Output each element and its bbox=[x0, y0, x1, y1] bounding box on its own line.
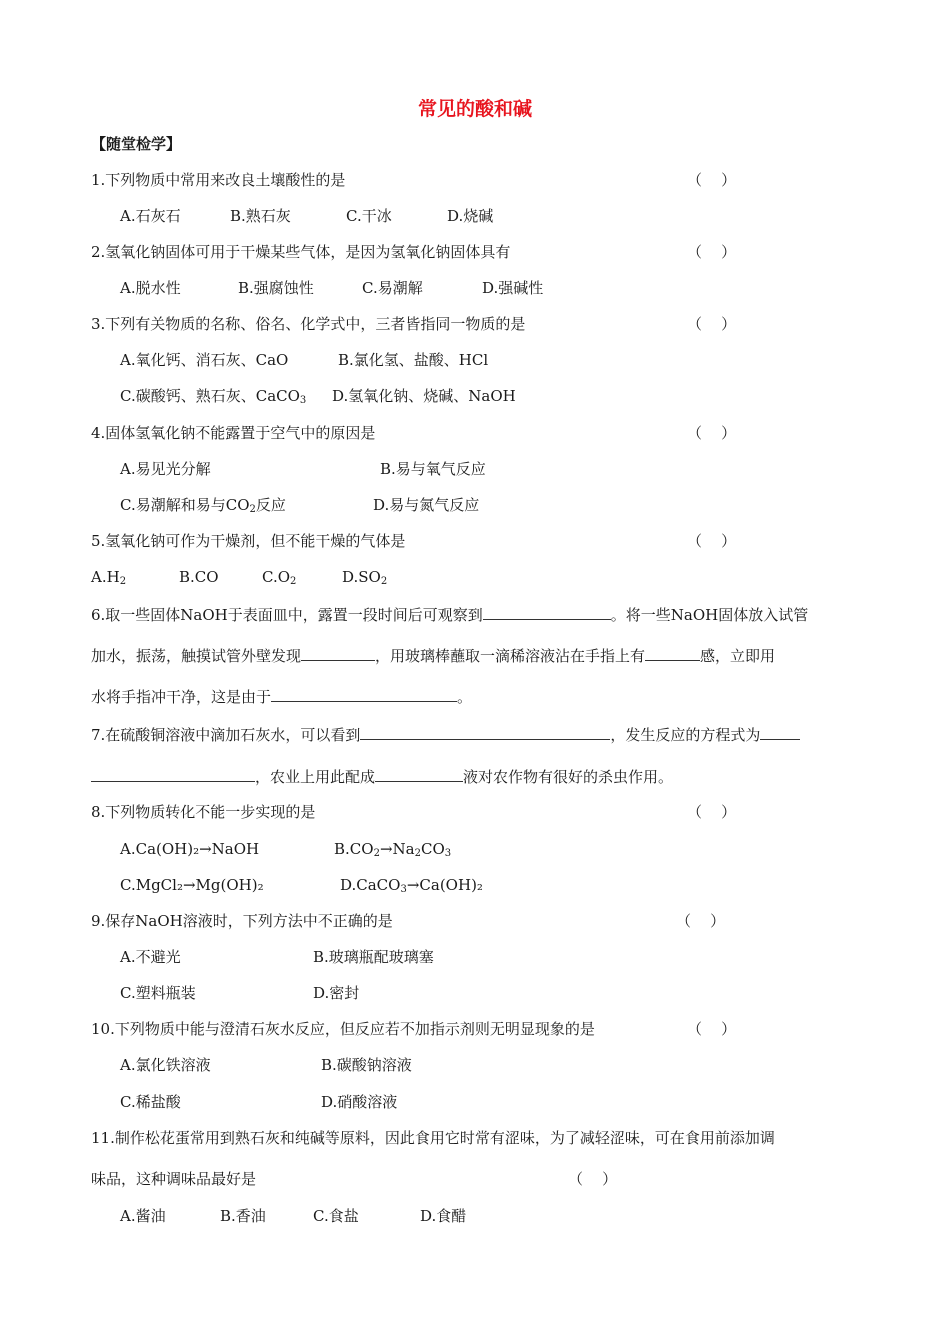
option-text: C.易潮解和易与CO bbox=[120, 496, 250, 514]
question-8-answer-blank[interactable]: （ ） bbox=[687, 803, 737, 821]
option-text: A.H bbox=[91, 568, 120, 586]
question-2-answer-blank[interactable]: （ ） bbox=[687, 243, 737, 261]
fill-blank[interactable] bbox=[271, 686, 457, 702]
question-text: 液对农作物有很好的杀虫作用。 bbox=[463, 768, 674, 786]
option-text: C.O bbox=[262, 568, 291, 586]
question-2-option-b[interactable]: B.强腐蚀性 bbox=[238, 279, 314, 297]
question-text: ，用玻璃棒蘸取一滴稀溶液沾在手指上有 bbox=[375, 647, 646, 665]
question-1-answer-blank[interactable]: （ ） bbox=[687, 171, 737, 189]
question-5-answer-blank[interactable]: （ ） bbox=[687, 532, 737, 550]
question-11-option-d[interactable]: D.食醋 bbox=[420, 1207, 467, 1225]
question-4-option-a[interactable]: A.易见光分解 bbox=[120, 460, 211, 478]
question-2-option-a[interactable]: A.脱水性 bbox=[120, 279, 181, 297]
option-text: D.CaCO bbox=[340, 876, 401, 894]
question-5-option-c[interactable] bbox=[262, 567, 296, 587]
section-heading: 【随堂检学】 bbox=[91, 135, 182, 153]
question-text: 水将手指冲干净，这是由于 bbox=[91, 688, 272, 706]
subscript: 2 bbox=[373, 848, 380, 859]
question-4-option-b[interactable]: B.易与氧气反应 bbox=[380, 460, 486, 478]
option-text: D.SO bbox=[342, 568, 381, 586]
question-10-stem: 10.下列物质中能与澄清石灰水反应，但反应若不加指示剂则无明显现象的是 bbox=[91, 1020, 595, 1038]
subscript: 2 bbox=[414, 848, 421, 859]
subscript: 3 bbox=[444, 848, 452, 859]
question-11-option-b[interactable]: B.香油 bbox=[220, 1207, 266, 1225]
question-1-option-a[interactable]: A.石灰石 bbox=[120, 207, 181, 225]
question-text: 6.取一些固体NaOH于表面皿中，露置一段时间后可观察到 bbox=[91, 606, 483, 624]
option-text: B.CO bbox=[334, 840, 374, 858]
subscript: 2 bbox=[290, 576, 297, 587]
subscript: 3 bbox=[299, 395, 307, 406]
question-11-line-1: 11.制作松花蛋常用到熟石灰和纯碱等原料，因此食用它时常有涩味，为了减轻涩味，可在食用前添加调 bbox=[91, 1129, 775, 1147]
question-9-option-d[interactable]: D.密封 bbox=[313, 984, 360, 1002]
question-9-option-b[interactable]: B.玻璃瓶配玻璃塞 bbox=[313, 948, 434, 966]
question-5-option-b[interactable]: B.CO bbox=[179, 568, 219, 586]
fill-blank[interactable] bbox=[301, 645, 375, 661]
question-text: 。 bbox=[457, 688, 473, 706]
question-6-line-3 bbox=[91, 686, 472, 707]
question-10-answer-blank[interactable]: （ ） bbox=[687, 1020, 737, 1038]
question-2-stem: 2.氢氧化钠固体可用于干燥某些气体，是因为氢氧化钠固体具有 bbox=[91, 243, 511, 261]
question-3-option-a[interactable]: A.氧化钙、消石灰、CaO bbox=[120, 351, 289, 369]
question-text: ，发生反应的方程式为 bbox=[610, 726, 761, 744]
question-11-option-a[interactable]: A.酱油 bbox=[120, 1207, 166, 1225]
question-8-option-d[interactable] bbox=[340, 875, 483, 895]
question-2-option-c[interactable]: C.易潮解 bbox=[362, 279, 423, 297]
question-1-option-b[interactable]: B.熟石灰 bbox=[230, 207, 291, 225]
question-4-stem: 4.固体氢氧化钠不能露置于空气中的原因是 bbox=[91, 424, 376, 442]
option-text: →Ca(OH)₂ bbox=[406, 876, 483, 894]
question-4-option-d[interactable]: D.易与氮气反应 bbox=[373, 496, 480, 514]
subscript: 3 bbox=[400, 884, 407, 895]
option-text: 反应 bbox=[255, 496, 286, 514]
fill-blank[interactable] bbox=[360, 724, 610, 740]
question-11-answer-blank[interactable]: （ ） bbox=[568, 1170, 618, 1188]
question-text: 。将一些NaOH固体放入试管 bbox=[610, 606, 809, 624]
option-text: CO bbox=[420, 840, 445, 858]
question-8-stem: 8.下列物质转化不能一步实现的是 bbox=[91, 803, 316, 821]
question-text: 7.在硫酸铜溶液中滴加石灰水，可以看到 bbox=[91, 726, 361, 744]
question-3-option-c[interactable] bbox=[120, 386, 306, 406]
question-8-option-b[interactable] bbox=[334, 839, 451, 859]
subscript: 2 bbox=[249, 504, 256, 515]
subscript: 2 bbox=[380, 576, 388, 587]
question-3-answer-blank[interactable]: （ ） bbox=[687, 315, 737, 333]
option-text: C.碳酸钙、熟石灰、CaCO bbox=[120, 387, 300, 405]
fill-blank[interactable] bbox=[760, 724, 800, 740]
question-9-option-a[interactable]: A.不避光 bbox=[120, 948, 181, 966]
question-9-stem: 9.保存NaOH溶液时，下列方法中不正确的是 bbox=[91, 912, 393, 930]
question-11-option-c[interactable]: C.食盐 bbox=[313, 1207, 359, 1225]
page-title: 常见的酸和碱 bbox=[417, 98, 532, 120]
question-7-line-2 bbox=[91, 766, 673, 787]
fill-blank[interactable] bbox=[91, 766, 255, 782]
fill-blank[interactable] bbox=[483, 604, 611, 620]
question-text: 加水，振荡，触摸试管外壁发现 bbox=[91, 647, 302, 665]
question-5-stem: 5.氢氧化钠可作为干燥剂，但不能干燥的气体是 bbox=[91, 532, 406, 550]
subscript: 2 bbox=[119, 576, 127, 587]
question-4-option-c[interactable] bbox=[120, 495, 286, 515]
question-10-option-a[interactable]: A.氯化铁溶液 bbox=[120, 1056, 211, 1074]
fill-blank[interactable] bbox=[375, 766, 463, 782]
question-9-answer-blank[interactable]: （ ） bbox=[676, 912, 726, 930]
question-5-option-d[interactable] bbox=[342, 567, 387, 587]
question-10-option-b[interactable]: B.碳酸钠溶液 bbox=[321, 1056, 412, 1074]
question-2-option-d[interactable]: D.强碱性 bbox=[482, 279, 544, 297]
question-4-answer-blank[interactable]: （ ） bbox=[687, 424, 737, 442]
question-3-stem: 3.下列有关物质的名称、俗名、化学式中，三者皆指同一物质的是 bbox=[91, 315, 526, 333]
question-5-option-a[interactable] bbox=[91, 567, 126, 587]
question-8-option-a[interactable]: A.Ca(OH)₂→NaOH bbox=[120, 840, 260, 858]
option-text: →Na bbox=[379, 840, 415, 858]
question-10-option-d[interactable]: D.硝酸溶液 bbox=[321, 1093, 398, 1111]
question-6-line-2 bbox=[91, 645, 775, 666]
question-text: 感，立即用 bbox=[700, 647, 776, 665]
question-8-option-c[interactable]: C.MgCl₂→Mg(OH)₂ bbox=[120, 876, 264, 894]
question-3-option-d[interactable]: D.氢氧化钠、烧碱、NaOH bbox=[332, 387, 516, 405]
question-11-line-2: 味品，这种调味品最好是 bbox=[91, 1170, 257, 1188]
question-1-option-d[interactable]: D.烧碱 bbox=[447, 207, 494, 225]
question-7-line-1 bbox=[91, 724, 800, 745]
fill-blank[interactable] bbox=[645, 645, 700, 661]
question-3-option-b[interactable]: B.氯化氢、盐酸、HCl bbox=[338, 351, 489, 369]
question-9-option-c[interactable]: C.塑料瓶装 bbox=[120, 984, 196, 1002]
question-6-line-1 bbox=[91, 604, 808, 625]
question-1-option-c[interactable]: C.干冰 bbox=[346, 207, 392, 225]
question-text: ，农业上用此配成 bbox=[255, 768, 376, 786]
question-1-stem: 1.下列物质中常用来改良土壤酸性的是 bbox=[91, 171, 346, 189]
question-10-option-c[interactable]: C.稀盐酸 bbox=[120, 1093, 181, 1111]
